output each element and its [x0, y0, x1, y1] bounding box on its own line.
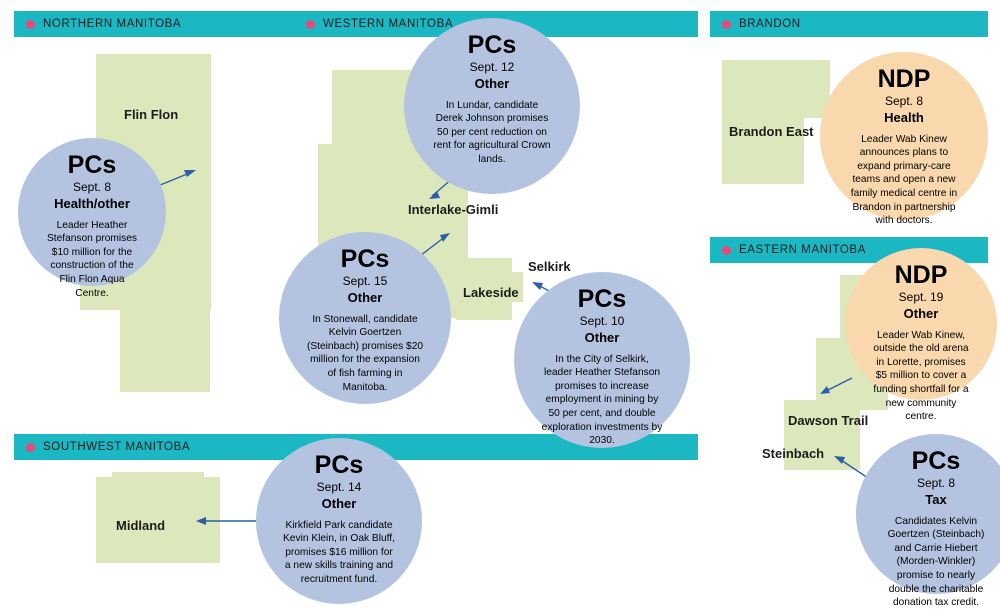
- bubble-steinbach-pcs[interactable]: [856, 434, 1000, 609]
- bubble-date: Sept. 19: [898, 290, 944, 305]
- bubble-date: Sept. 14: [316, 480, 362, 495]
- map-label-interlake-gimli: Interlake-Gimli: [408, 202, 499, 217]
- bubble-topic: Other: [347, 289, 383, 305]
- map-label-steinbach: Steinbach: [762, 446, 825, 461]
- bubble-description: Leader Heather Stefanson promises $10 million for the construction of the Flin Flon Aqua Centre.: [46, 219, 138, 299]
- section-header-brandon: [710, 11, 988, 37]
- section-label: EASTERN MANITOBA: [739, 244, 866, 256]
- bubble-party: PCs: [467, 31, 517, 59]
- bubble-topic: Other: [321, 495, 357, 511]
- bubble-description: Candidates Kelvin Goertzen (Steinbach) and Carrie Hiebert (Morden-Winkler) promise to nearly double the charitable donation tax credit.: [887, 515, 985, 609]
- bubble-date: Sept. 10: [579, 314, 625, 329]
- bubble-stonewall-pcs[interactable]: [279, 232, 451, 404]
- bubble-party: PCs: [577, 285, 627, 313]
- map-region-northern-notch: [175, 196, 211, 226]
- bubble-party: PCs: [67, 151, 117, 179]
- bubble-selkirk-pcs[interactable]: [514, 272, 690, 448]
- bubble-description: In Stonewall, candidate Kelvin Goertzen (Steinbach) promises $20 million for the expansion of fish farming in Manitoba.: [306, 313, 424, 393]
- bubble-date: Sept. 8: [916, 476, 956, 491]
- section-label: NORTHERN MANITOBA: [43, 18, 182, 30]
- bubble-party: PCs: [911, 447, 961, 475]
- bubble-topic: Tax: [925, 491, 947, 507]
- section-label: SOUTHWEST MANITOBA: [43, 441, 191, 453]
- bubble-lorette-ndp[interactable]: [845, 248, 997, 423]
- map-label-selkirk: Selkirk: [528, 259, 571, 274]
- bubble-party: NDP: [877, 65, 931, 93]
- section-header-northern: [14, 11, 294, 37]
- map-label-lakeside: Lakeside: [463, 285, 519, 300]
- bubble-description: Leader Wab Kinew announces plans to expand primary-care teams and open a new family medical centre in Brandon in partnership with doctors.: [850, 133, 958, 227]
- bubble-lundar-pcs[interactable]: [404, 18, 580, 194]
- bubble-description: In the City of Selkirk, leader Heather Stefanson promises to increase employment in mining by 50 per cent, and double exploration investments by 2030.: [541, 353, 663, 447]
- bubble-topic: Other: [903, 305, 939, 321]
- bubble-oakbluff-pcs[interactable]: [256, 438, 422, 604]
- bubble-brandon-ndp[interactable]: [820, 52, 988, 227]
- bubble-topic: Health: [884, 109, 924, 125]
- bubble-topic: Other: [584, 329, 620, 345]
- map-label-dawson-trail: Dawson Trail: [788, 413, 869, 428]
- map-label-midland: Midland: [116, 518, 166, 533]
- bullet-dot-icon: [722, 20, 731, 29]
- map-label-flin-flon: Flin Flon: [124, 107, 179, 122]
- section-label: WESTERN MANITOBA: [323, 18, 454, 30]
- bubble-topic: Other: [474, 75, 510, 91]
- bullet-dot-icon: [26, 443, 35, 452]
- bubble-date: Sept. 15: [342, 274, 388, 289]
- bubble-party: PCs: [314, 451, 364, 479]
- map-region-brandon: [722, 60, 830, 118]
- bullet-dot-icon: [26, 20, 35, 29]
- bubble-date: Sept. 8: [884, 94, 924, 109]
- bullet-dot-icon: [722, 246, 731, 255]
- map-label-brandon-east: Brandon East: [729, 124, 814, 139]
- bubble-party: NDP: [894, 261, 948, 289]
- map-region-northern-tail: [120, 306, 210, 392]
- bubble-description: Leader Wab Kinew, outside the old arena in Lorette, promises $5 million to cover a funding shortfall for a new community centre.: [873, 329, 969, 423]
- bubble-date: Sept. 12: [469, 60, 515, 75]
- map-region-southwest-top: [112, 472, 204, 486]
- section-label: BRANDON: [739, 18, 801, 30]
- bubble-description: In Lundar, candidate Derek Johnson promises 50 per cent reduction on rent for agricultural Crown lands.: [433, 99, 551, 165]
- bubble-party: PCs: [340, 245, 390, 273]
- bubble-description: Kirkfield Park candidate Kevin Klein, in Oak Bluff, promises $16 million for a new skills training and recruitment fund.: [283, 519, 395, 585]
- bubble-topic: Health/other: [54, 195, 130, 211]
- bullet-dot-icon: [306, 20, 315, 29]
- bubble-flin-flon-pcs[interactable]: [18, 138, 166, 299]
- bubble-date: Sept. 8: [72, 180, 112, 195]
